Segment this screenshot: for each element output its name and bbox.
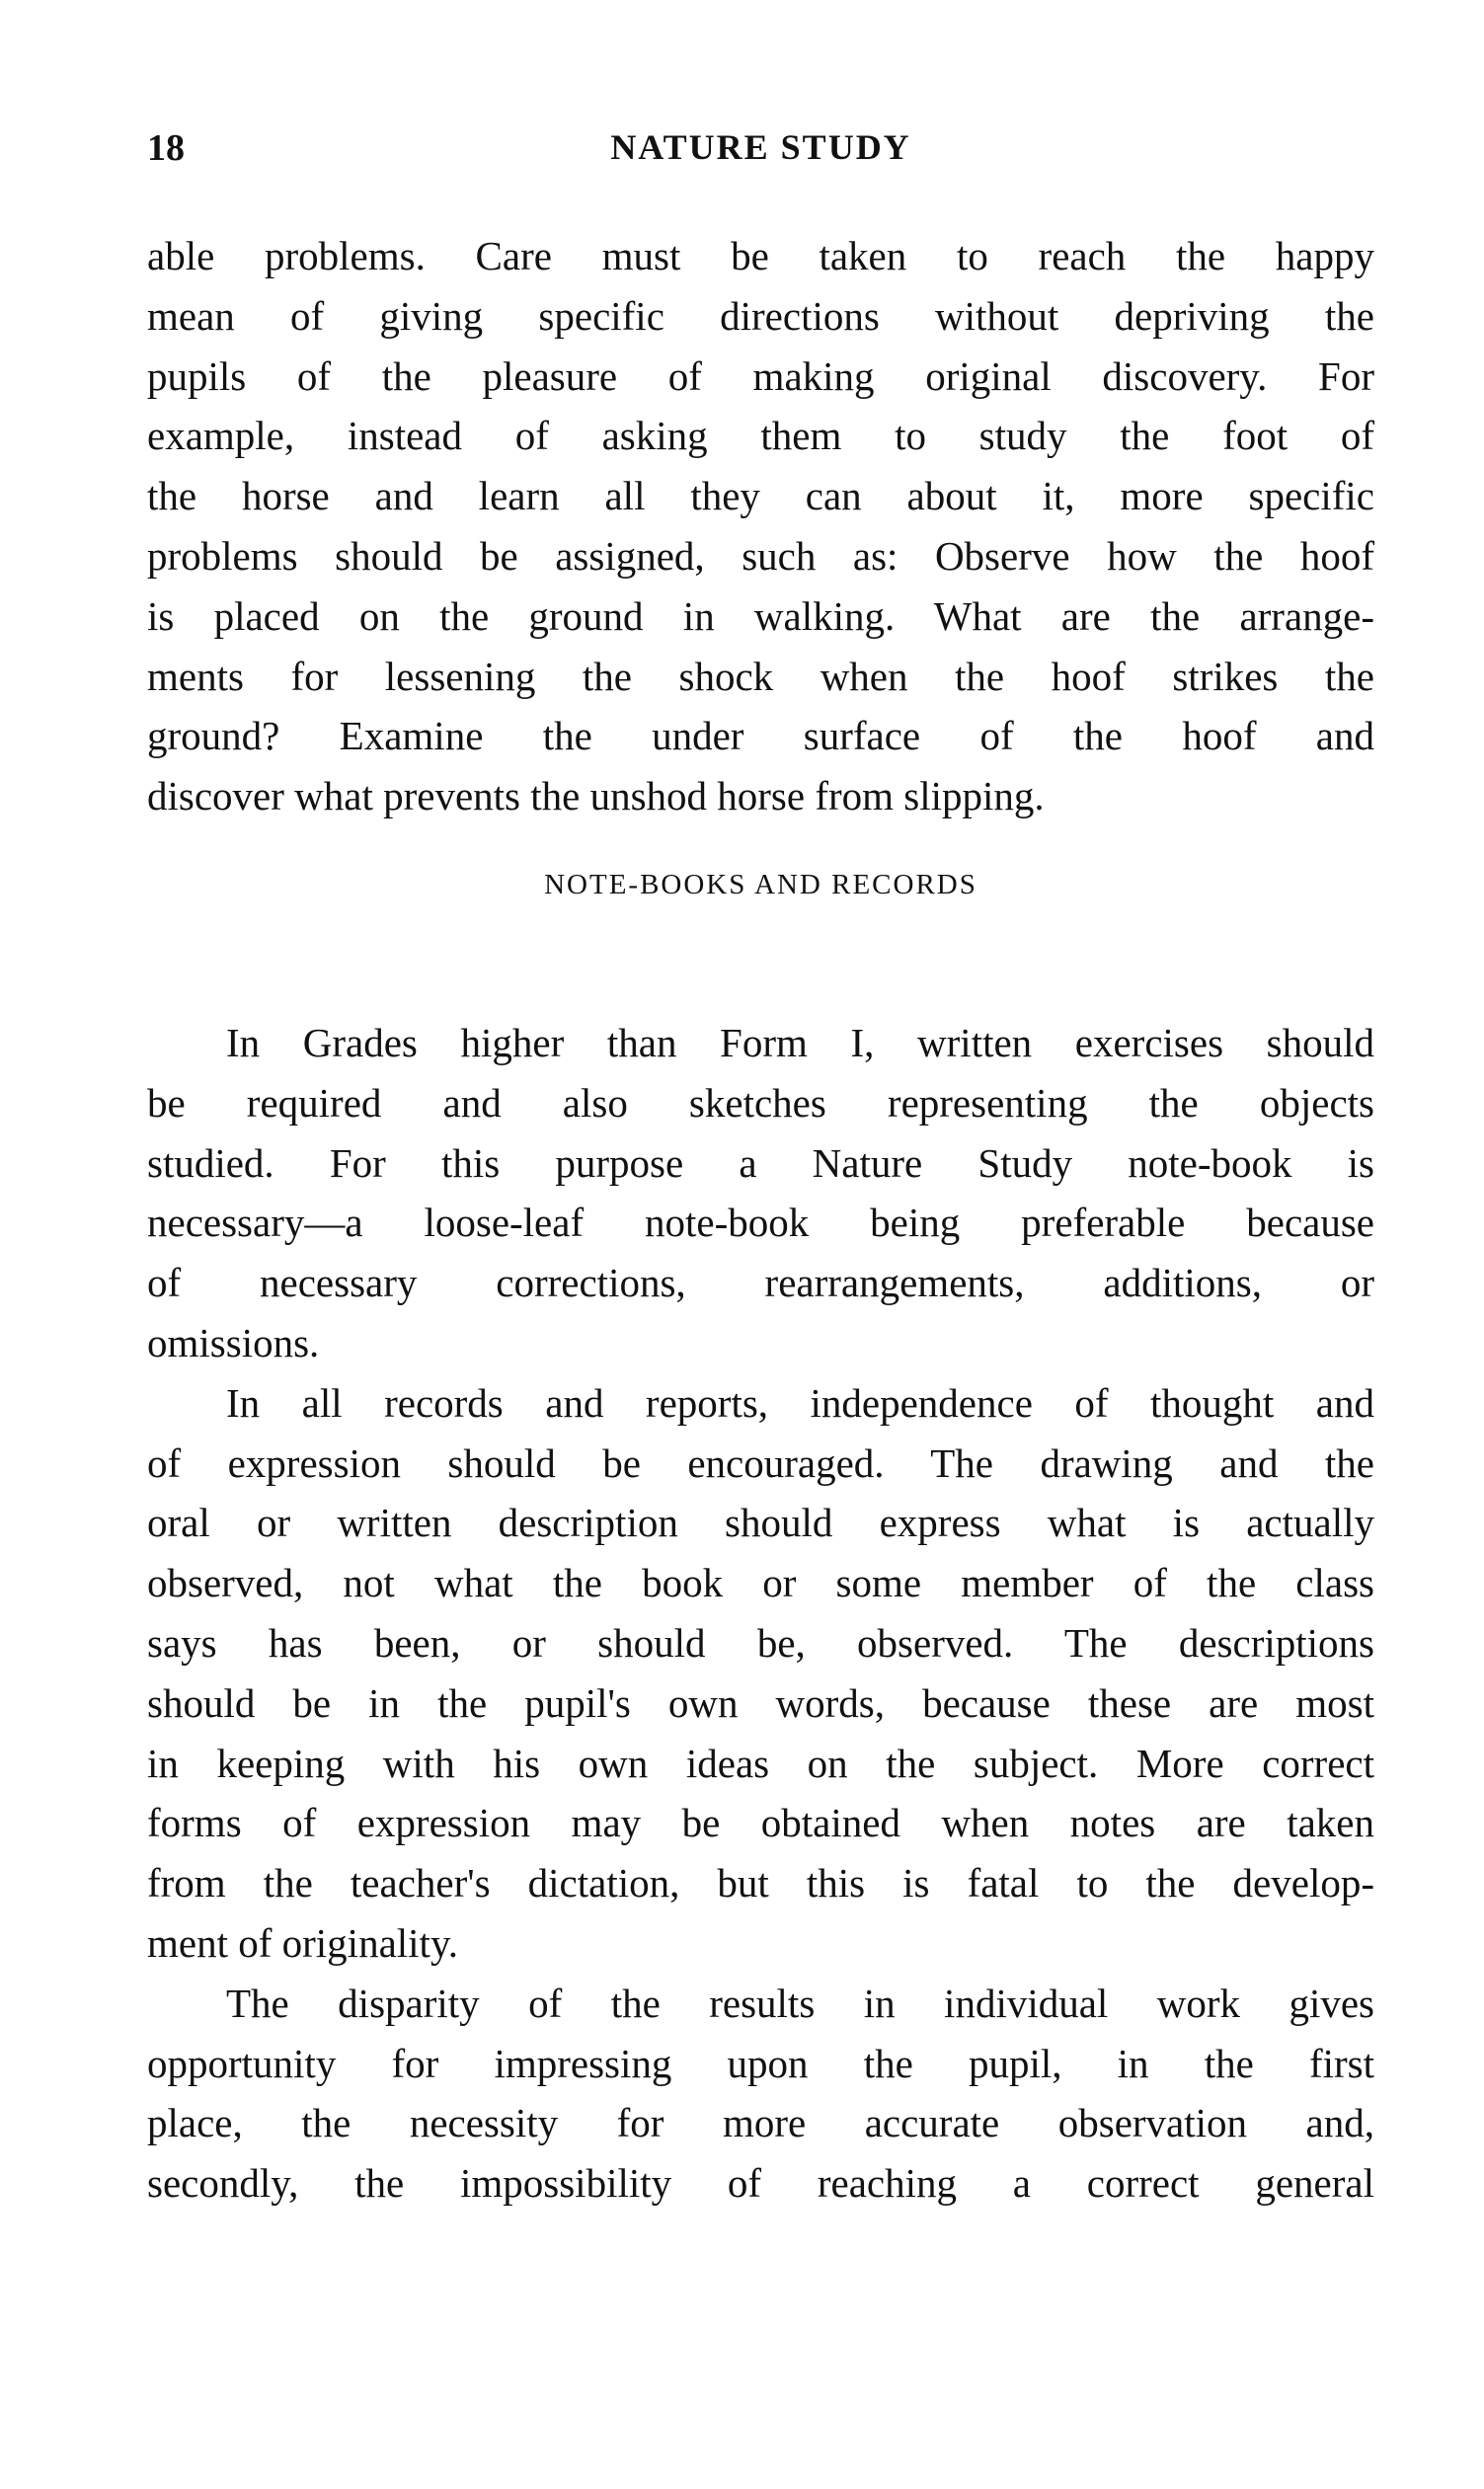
paragraph	[147, 1974, 1374, 2214]
text-line: the horse and learn all they can about it, more specific	[147, 473, 1374, 519]
text-line: The disparity of the results in individual work gives	[226, 1980, 1374, 2026]
text-line: from the teacher's dictation, but this is fatal to the develop-	[147, 1860, 1374, 1906]
text-line: ground? Examine the under surface of the hoof and	[147, 713, 1374, 759]
text-line: necessary—a loose-leaf note-book being preferable because	[147, 1200, 1374, 1246]
running-title: NATURE STUDY	[610, 127, 911, 167]
text-line: omissions.	[147, 1319, 320, 1365]
running-head	[147, 126, 1374, 176]
paragraph	[147, 1373, 1374, 1974]
text-line: oral or written description should express what is actually	[147, 1500, 1374, 1546]
text-line: place, the necessity for more accurate observation and,	[147, 2100, 1374, 2146]
text-line: is placed on the ground in walking. What are the arrange-	[147, 592, 1374, 639]
text-line: discover what prevents the unshod horse from slipping.	[147, 773, 1045, 819]
text-line: able problems. Care must be taken to reach the happy	[147, 233, 1374, 278]
text-line: In all records and reports, independence of thought and	[226, 1379, 1374, 1426]
text-line: ments for lessening the shock when the hoof strikes the	[147, 653, 1374, 699]
text-line: in keeping with his own ideas on the subject. More correct	[147, 1740, 1374, 1786]
body-text-top	[147, 226, 1374, 826]
text-line: ment of originality.	[147, 1919, 459, 1966]
paragraph	[147, 226, 1374, 826]
text-line: mean of giving specific directions without depriving the	[147, 292, 1374, 339]
text-line: of expression should be encouraged. The drawing and the	[147, 1439, 1374, 1486]
text-line: pupils of the pleasure of making original discovery. For	[147, 352, 1374, 399]
text-line: studied. For this purpose a Nature Study note-book is	[147, 1139, 1374, 1186]
body-text-bottom	[147, 1013, 1374, 2214]
section-heading: NOTE-BOOKS AND RECORDS	[544, 869, 977, 900]
text-line: opportunity for impressing upon the pupil, in the first	[147, 2040, 1374, 2086]
paragraph	[147, 1013, 1374, 1373]
text-line: example, instead of asking them to study the foot of	[147, 413, 1374, 459]
text-line: forms of expression may be obtained when notes are taken	[147, 1800, 1374, 1846]
text-line: observed, not what the book or some member of the class	[147, 1560, 1374, 1606]
text-line: says has been, or should be, observed. The descriptions	[147, 1619, 1374, 1666]
text-line: secondly, the impossibility of reaching a correct general	[147, 2160, 1374, 2207]
page-number: 18	[147, 127, 185, 169]
text-line: should be in the pupil's own words, because these are most	[147, 1679, 1374, 1726]
text-line: of necessary corrections, rearrangements, additions, or	[147, 1260, 1374, 1306]
text-line: problems should be assigned, such as: Observe how the hoof	[147, 532, 1374, 579]
text-line: In Grades higher than Form I, written exercises should	[226, 1020, 1374, 1065]
text-line: be required and also sketches representing the objects	[147, 1079, 1374, 1126]
